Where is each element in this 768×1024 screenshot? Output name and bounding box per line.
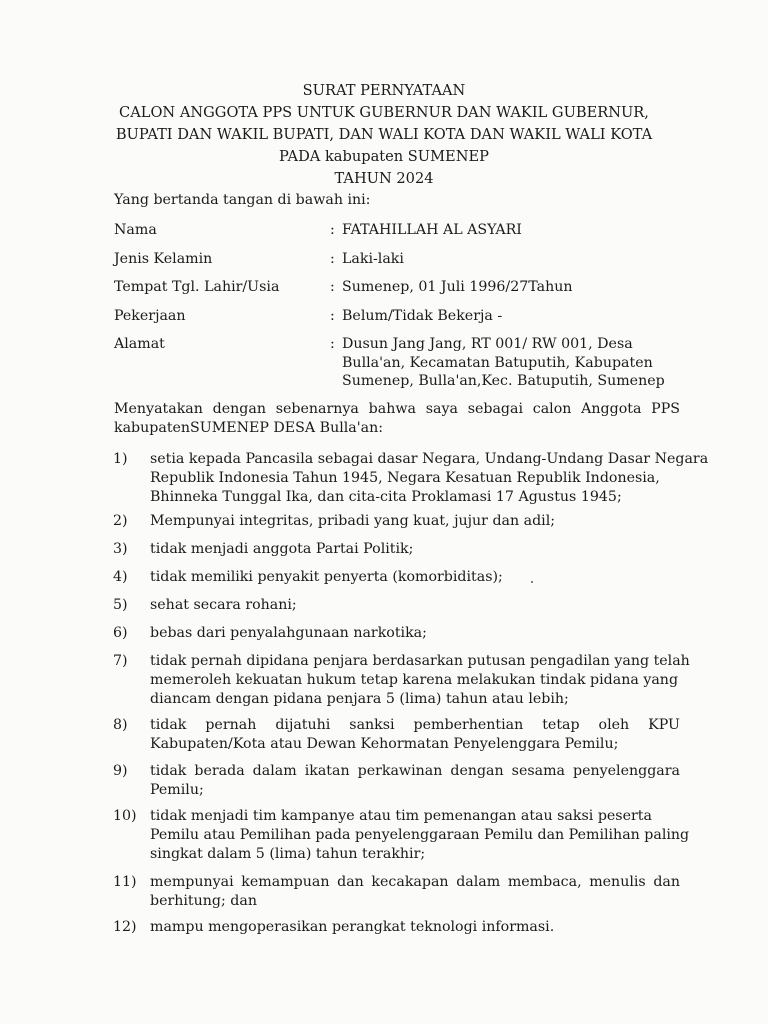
item-text <box>150 762 680 800</box>
item-line: Pemilu atau Pemilihan pada penyelenggaraan Pemilu dan Pemilihan paling <box>150 827 690 843</box>
title-line: BUPATI DAN WAKIL BUPATI, DAN WALI KOTA DAN WAKIL WALI KOTA <box>115 126 653 143</box>
item-line: setia kepada Pancasila sebagai dasar Negara, Undang-Undang Dasar Negara <box>150 451 709 467</box>
field-value: FATAHILLAH AL ASYARI <box>342 222 522 238</box>
item-number: 1) <box>113 451 128 467</box>
field-colon: : <box>330 308 335 324</box>
item-line: tidak memiliki penyakit penyerta (komorbiditas); <box>150 569 503 585</box>
item-number: 5) <box>113 597 128 613</box>
statement-paragraph: Menyatakan dengan sebenarnya bahwa saya sebagai calon Anggota PPS kabupatenSUMENEP DESA Bulla'an: <box>114 401 680 436</box>
field-label: Nama <box>114 222 157 238</box>
item-number: 8) <box>113 717 128 733</box>
item-text <box>150 624 680 643</box>
item-line: mampu mengoperasikan perangkat teknologi informasi. <box>150 919 555 935</box>
item-number: 2) <box>113 513 128 529</box>
field-label: Pekerjaan <box>114 308 186 324</box>
field-colon: : <box>330 279 335 295</box>
item-line: bebas dari penyalahgunaan narkotika; <box>150 625 427 641</box>
title-line: TAHUN 2024 <box>334 170 434 187</box>
item-text <box>150 873 680 911</box>
scan-speck <box>531 581 533 583</box>
field-label: Alamat <box>114 336 165 352</box>
intro-text: Yang bertanda tangan di bawah ini: <box>114 192 371 208</box>
item-line: sehat secara rohani; <box>150 597 297 613</box>
item-text <box>150 716 680 754</box>
item-number: 9) <box>113 763 128 779</box>
item-line: berhitung; dan <box>150 893 257 909</box>
field-value <box>342 335 665 391</box>
item-number: 7) <box>113 653 128 669</box>
item-line: tidak menjadi tim kampanye atau tim pemenangan atau saksi peserta <box>150 808 652 824</box>
item-line: tidak berada dalam ikatan perkawinan dengan sesama penyelenggara <box>150 763 680 779</box>
item-number: 3) <box>113 541 128 557</box>
field-label: Jenis Kelamin <box>114 251 213 267</box>
item-text <box>150 450 709 507</box>
address-line: Bulla'an, Kecamatan Batuputih, Kabupaten <box>342 354 653 371</box>
field-value: Laki-laki <box>342 251 404 267</box>
item-line: Bhinneka Tunggal Ika, dan cita-cita Proklamasi 17 Agustus 1945; <box>150 489 622 505</box>
field-value: Belum/Tidak Bekerja - <box>342 308 503 324</box>
field-colon: : <box>330 251 335 267</box>
title-line: SURAT PERNYATAAN <box>302 82 466 99</box>
title-line: PADA kabupaten SUMENEP <box>279 148 489 165</box>
item-text <box>150 652 690 709</box>
item-number: 6) <box>113 625 128 641</box>
document-title <box>0 80 768 190</box>
item-number: 4) <box>113 569 128 585</box>
item-line: tidak pernah dijatuhi sanksi pemberhentian tetap oleh KPU <box>150 717 680 733</box>
item-text <box>150 918 680 937</box>
item-line: singkat dalam 5 (lima) tahun terakhir; <box>150 846 426 862</box>
item-text <box>150 540 680 559</box>
item-line: Republik Indonesia Tahun 1945, Negara Kesatuan Republik Indonesia, <box>150 470 660 486</box>
item-line: memeroleh kekuatan hukum tetap karena melakukan tindak pidana yang <box>150 672 679 688</box>
item-number: 12) <box>113 919 137 935</box>
address-line: Dusun Jang Jang, RT 001/ RW 001, Desa <box>342 336 633 352</box>
field-colon: : <box>330 222 335 238</box>
item-text <box>150 596 680 615</box>
item-line: tidak pernah dipidana penjara berdasarkan putusan pengadilan yang telah <box>150 653 690 669</box>
item-text <box>150 512 680 531</box>
field-label: Tempat Tgl. Lahir/Usia <box>114 279 280 295</box>
title-line: CALON ANGGOTA PPS UNTUK GUBERNUR DAN WAKIL GUBERNUR, <box>119 104 649 121</box>
field-value: Sumenep, 01 Juli 1996/27Tahun <box>342 279 573 295</box>
item-line: Mempunyai integritas, pribadi yang kuat, jujur dan adil; <box>150 513 556 529</box>
item-number: 11) <box>113 874 137 890</box>
field-colon: : <box>330 336 335 352</box>
item-line: diancam dengan pidana penjara 5 (lima) tahun atau lebih; <box>150 691 569 707</box>
address-line: Sumenep, Bulla'an,Kec. Batuputih, Sumenep <box>342 373 665 389</box>
item-text <box>150 807 690 864</box>
item-line: mempunyai kemampuan dan kecakapan dalam membaca, menulis dan <box>150 874 680 890</box>
item-text <box>150 568 680 587</box>
item-line: tidak menjadi anggota Partai Politik; <box>150 541 414 557</box>
item-line: Kabupaten/Kota atau Dewan Kehormatan Penyelenggara Pemilu; <box>150 736 619 752</box>
item-number: 10) <box>113 808 137 824</box>
item-line: Pemilu; <box>150 782 204 798</box>
